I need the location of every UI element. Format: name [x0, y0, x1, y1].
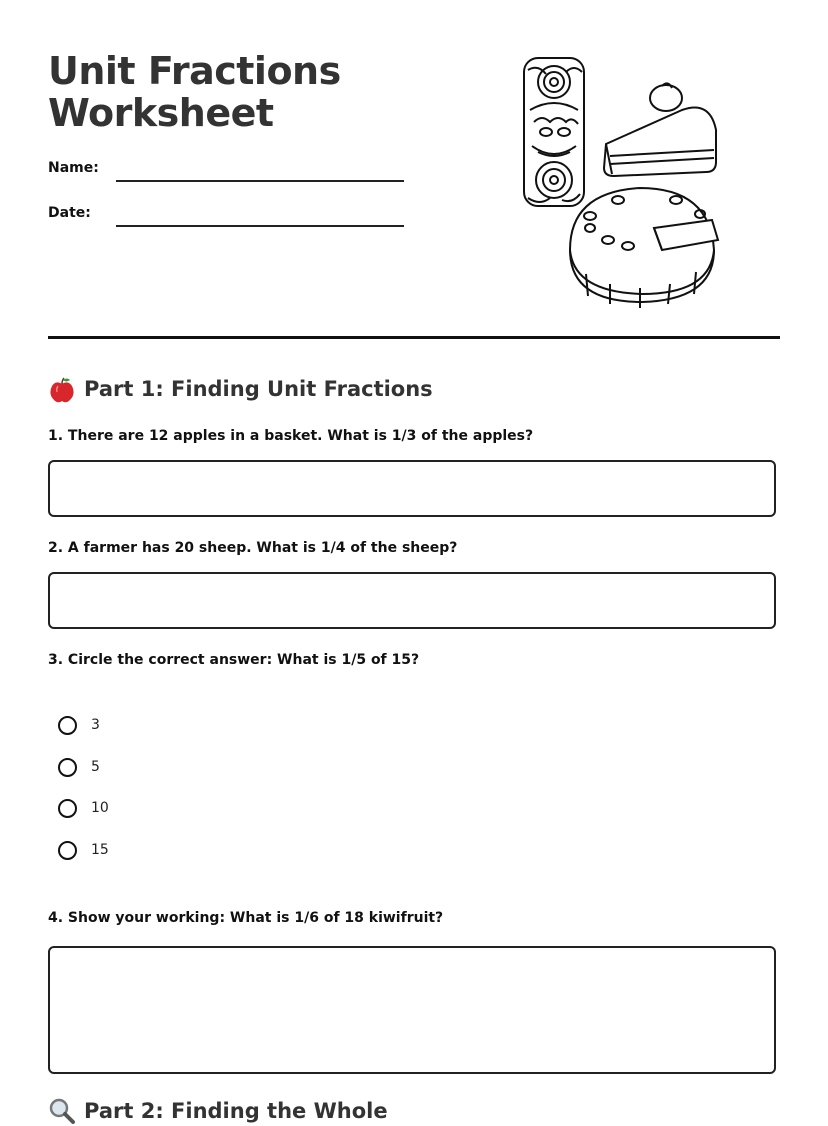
question-2: 2. A farmer has 20 sheep. What is 1/4 of the sheep? — [48, 540, 458, 556]
name-input-line[interactable] — [116, 180, 404, 182]
part2-heading — [48, 1096, 388, 1126]
q3-option-label: 5 — [91, 759, 100, 775]
magnifier-icon — [48, 1097, 76, 1125]
radio-circle[interactable] — [58, 716, 77, 735]
date-input-line[interactable] — [116, 225, 404, 227]
food-illustration — [514, 52, 730, 308]
q3-option-3[interactable] — [58, 796, 109, 820]
q3-option-label: 15 — [91, 842, 109, 858]
radio-circle[interactable] — [58, 799, 77, 818]
section-divider — [48, 336, 780, 339]
question-3: 3. Circle the correct answer: What is 1/5 of 15? — [48, 652, 420, 668]
part1-heading — [48, 374, 433, 404]
title-line-2: Worksheet — [48, 91, 274, 135]
question-1: 1. There are 12 apples in a basket. What is 1/3 of the apples? — [48, 428, 534, 444]
date-label: Date: — [48, 205, 91, 221]
answer-box-2[interactable] — [48, 572, 776, 629]
q3-option-1[interactable] — [58, 713, 100, 737]
round-cake-illustration — [570, 188, 718, 308]
part2-heading-text: Part 2: Finding the Whole — [84, 1099, 388, 1123]
page-title — [48, 50, 341, 134]
part1-heading-text: Part 1: Finding Unit Fractions — [84, 377, 433, 401]
q3-option-2[interactable] — [58, 755, 100, 779]
title-line-1: Unit Fractions — [48, 49, 341, 93]
radio-circle[interactable] — [58, 841, 77, 860]
answer-box-4[interactable] — [48, 946, 776, 1074]
radio-circle[interactable] — [58, 758, 77, 777]
apple-icon — [48, 375, 76, 403]
q3-option-label: 10 — [91, 800, 109, 816]
q3-option-4[interactable] — [58, 838, 109, 862]
carved-pillar-illustration — [524, 58, 584, 206]
answer-box-1[interactable] — [48, 460, 776, 517]
question-4: 4. Show your working: What is 1/6 of 18 kiwifruit? — [48, 910, 444, 926]
q3-option-label: 3 — [91, 717, 100, 733]
name-label: Name: — [48, 160, 99, 176]
pie-slice-illustration — [604, 83, 716, 176]
date-field — [48, 205, 408, 229]
name-field — [48, 160, 408, 184]
